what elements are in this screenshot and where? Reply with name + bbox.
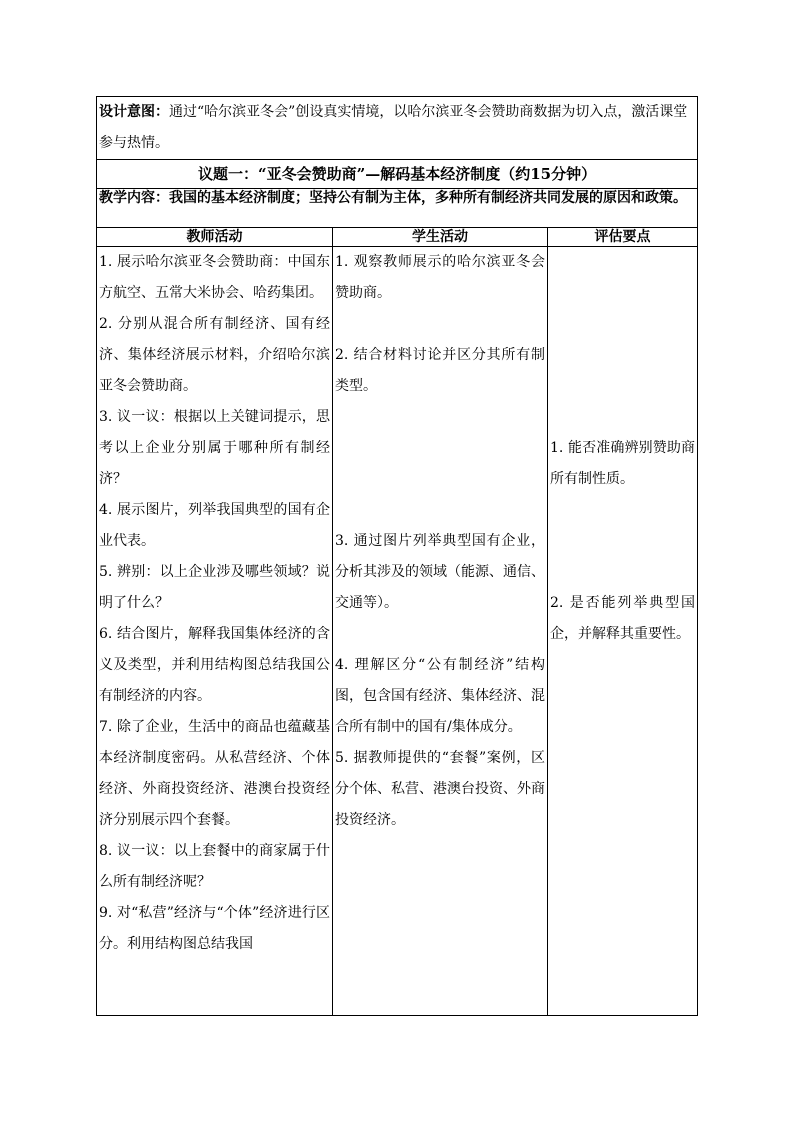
header-student-activities: 学生活动 xyxy=(333,228,548,247)
spacer xyxy=(335,402,545,526)
student-activity-item: 2. 结合材料讨论并区分其所有制类型。 xyxy=(335,347,545,394)
teacher-activity-item: 6. 结合图片，解释我国集体经济的含义及类型，并利用结构图总结我国公有制经济的内容。 xyxy=(99,626,330,704)
teacher-activity-item: 9. 对“私营”经济与“个体”经济进行区分。利用结构图总结我国 xyxy=(99,905,330,952)
student-activities-cell xyxy=(333,247,548,1016)
teaching-content-row xyxy=(97,189,698,228)
teaching-content: 教学内容：我国的基本经济制度；坚持公有制为主体，多种所有制经济共同发展的原因和政策。 xyxy=(97,189,698,228)
student-activity-item: 5. 据教师提供的“套餐”案例，区分个体、私营、港澳台投资、外商投资经济。 xyxy=(335,750,545,828)
teacher-activity-item: 8. 议一议：以上套餐中的商家属于什么所有制经济呢？ xyxy=(99,843,330,890)
evaluation-point-item: 2. 是否能列举典型国企，并解释其重要性。 xyxy=(550,595,696,642)
design-intent-text: 通过“哈尔滨亚冬会”创设真实情境，以哈尔滨亚冬会赞助商数据为切入点，激活课堂参与热情。 xyxy=(99,104,688,151)
teacher-activity-item: 2. 分别从混合所有制经济、国有经济、集体经济展示材料，介绍哈尔滨亚冬会赞助商。 xyxy=(99,316,330,394)
column-header-row xyxy=(97,228,698,247)
teacher-activity-item: 1. 展示哈尔滨亚冬会赞助商：中国东方航空、五常大米协会、哈药集团。 xyxy=(99,254,330,301)
spacer xyxy=(550,495,695,588)
teacher-activity-item: 5. 辨别：以上企业涉及哪些领域？说明了什么？ xyxy=(99,564,330,611)
header-evaluation-points: 评估要点 xyxy=(548,228,698,247)
topic-row xyxy=(97,160,698,189)
activities-row xyxy=(97,247,698,1016)
design-intent-cell xyxy=(97,97,698,160)
student-activity-item: 3. 通过图片列举典型国有企业，分析其涉及的领域（能源、通信、交通等）。 xyxy=(335,533,545,611)
design-intent-label: 设计意图： xyxy=(99,104,169,120)
spacer xyxy=(335,309,545,340)
student-activity-item: 1. 观察教师展示的哈尔滨亚冬会赞助商。 xyxy=(335,254,545,301)
header-teacher-activities: 教师活动 xyxy=(97,228,333,247)
teacher-activities-cell xyxy=(97,247,333,1016)
spacer xyxy=(335,619,545,650)
student-activity-item: 4. 理解区分“公有制经济”结构图，包含国有经济、集体经济、混合所有制中的国有/集体成分。 xyxy=(335,657,545,735)
teacher-activity-item: 4. 展示图片，列举我国典型的国有企业代表。 xyxy=(99,502,330,549)
teacher-activity-item: 7. 除了企业，生活中的商品也蕴藏基本经济制度密码。从私营经济、个体经济、外商投资经济、港澳台投资经济分别展示四个套餐。 xyxy=(99,719,330,828)
evaluation-points-cell xyxy=(548,247,698,1016)
evaluation-point-item: 1. 能否准确辨别赞助商所有制性质。 xyxy=(550,440,696,487)
design-intent-row xyxy=(97,97,698,160)
topic-title: 议题一：“亚冬会赞助商”—解码基本经济制度（约15分钟） xyxy=(97,160,698,189)
teacher-activity-item: 3. 议一议：根据以上关键词提示，思考以上企业分别属于哪种所有制经济？ xyxy=(99,409,330,487)
spacer xyxy=(550,247,695,433)
lesson-plan-table xyxy=(96,96,698,1016)
